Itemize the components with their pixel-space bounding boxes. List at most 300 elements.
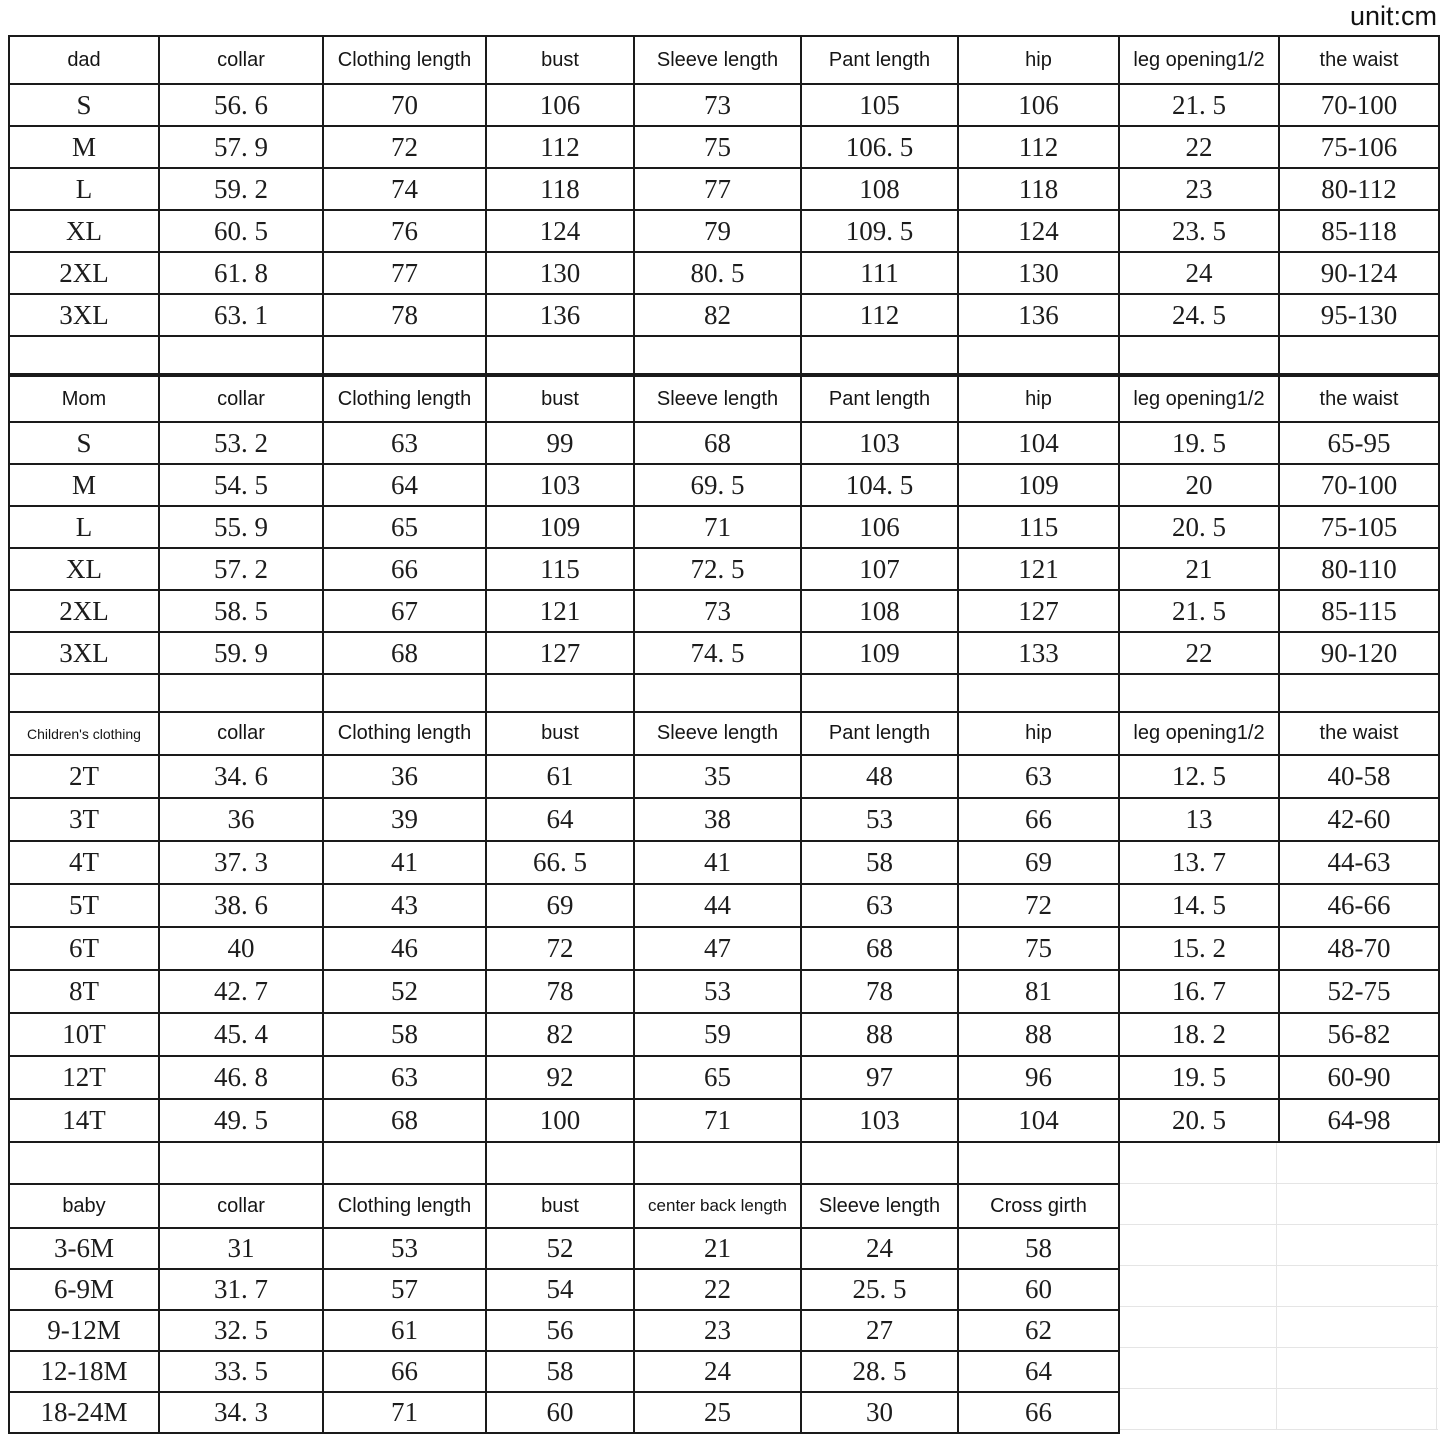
- empty-cell: [9, 336, 159, 374]
- value-cell: 68: [323, 632, 486, 674]
- value-cell: 59: [634, 1013, 801, 1056]
- value-cell: 63: [323, 422, 486, 464]
- value-cell: 79: [634, 210, 801, 252]
- table-row: [9, 1269, 1119, 1310]
- value-cell: 59. 2: [159, 168, 323, 210]
- value-cell: 68: [801, 927, 958, 970]
- value-cell: 22: [1119, 632, 1279, 674]
- value-cell: 46-66: [1279, 884, 1439, 927]
- value-cell: 70-100: [1279, 464, 1439, 506]
- value-cell: 78: [801, 970, 958, 1013]
- value-cell: 55. 9: [159, 506, 323, 548]
- value-cell: 72: [323, 126, 486, 168]
- value-cell: 23: [634, 1310, 801, 1351]
- size-cell: 10T: [9, 1013, 159, 1056]
- table-row: [9, 464, 1439, 506]
- value-cell: 115: [486, 548, 634, 590]
- header-row: [9, 1184, 1119, 1228]
- value-cell: 76: [323, 210, 486, 252]
- value-cell: 72: [958, 884, 1119, 927]
- empty-cell: [1279, 674, 1439, 712]
- value-cell: 25. 5: [801, 1269, 958, 1310]
- value-cell: 54: [486, 1269, 634, 1310]
- empty-cell: [486, 336, 634, 374]
- table-row: [9, 884, 1439, 927]
- value-cell: 42-60: [1279, 798, 1439, 841]
- value-cell: 92: [486, 1056, 634, 1099]
- header-cell: the waist: [1279, 36, 1439, 84]
- table-row: [9, 1056, 1439, 1099]
- value-cell: 48: [801, 755, 958, 798]
- header-cell: the waist: [1279, 712, 1439, 755]
- header-cell: leg opening1/2: [1119, 36, 1279, 84]
- value-cell: 115: [958, 506, 1119, 548]
- value-cell: 70-100: [1279, 84, 1439, 126]
- value-cell: 58: [323, 1013, 486, 1056]
- value-cell: 75-105: [1279, 506, 1439, 548]
- header-cell: Clothing length: [323, 376, 486, 422]
- value-cell: 39: [323, 798, 486, 841]
- value-cell: 58: [801, 841, 958, 884]
- value-cell: 111: [801, 252, 958, 294]
- value-cell: 66. 5: [486, 841, 634, 884]
- value-cell: 37. 3: [159, 841, 323, 884]
- value-cell: 66: [958, 1392, 1119, 1433]
- value-cell: 64: [323, 464, 486, 506]
- value-cell: 13: [1119, 798, 1279, 841]
- value-cell: 36: [159, 798, 323, 841]
- value-cell: 38. 6: [159, 884, 323, 927]
- table-row: [9, 1099, 1439, 1142]
- empty-cell: [801, 1142, 958, 1184]
- value-cell: 43: [323, 884, 486, 927]
- size-cell: M: [9, 126, 159, 168]
- value-cell: 57: [323, 1269, 486, 1310]
- value-cell: 127: [958, 590, 1119, 632]
- value-cell: 133: [958, 632, 1119, 674]
- value-cell: 65: [634, 1056, 801, 1099]
- size-cell: 3-6M: [9, 1228, 159, 1269]
- value-cell: 32. 5: [159, 1310, 323, 1351]
- size-cell: 3XL: [9, 294, 159, 336]
- value-cell: 52-75: [1279, 970, 1439, 1013]
- header-cell: Mom: [9, 376, 159, 422]
- value-cell: 52: [323, 970, 486, 1013]
- value-cell: 118: [486, 168, 634, 210]
- size-cell: 4T: [9, 841, 159, 884]
- empty-cell: [958, 1142, 1119, 1184]
- value-cell: 85-115: [1279, 590, 1439, 632]
- value-cell: 61: [323, 1310, 486, 1351]
- header-cell: hip: [958, 712, 1119, 755]
- table-row: [9, 1228, 1119, 1269]
- table-row: [9, 1310, 1119, 1351]
- table-row: [9, 1392, 1119, 1433]
- value-cell: 77: [634, 168, 801, 210]
- header-cell: bust: [486, 36, 634, 84]
- value-cell: 24: [801, 1228, 958, 1269]
- size-cell: 2XL: [9, 252, 159, 294]
- value-cell: 63: [801, 884, 958, 927]
- value-cell: 20: [1119, 464, 1279, 506]
- value-cell: 31. 7: [159, 1269, 323, 1310]
- empty-cell: [486, 1142, 634, 1184]
- value-cell: 108: [801, 590, 958, 632]
- spreadsheet-gridlines: [1120, 1143, 1438, 1430]
- value-cell: 118: [958, 168, 1119, 210]
- value-cell: 124: [958, 210, 1119, 252]
- size-cell: 6T: [9, 927, 159, 970]
- table-row: [9, 84, 1439, 126]
- table-row: [9, 126, 1439, 168]
- value-cell: 46. 8: [159, 1056, 323, 1099]
- empty-cell: [1279, 336, 1439, 374]
- value-cell: 95-130: [1279, 294, 1439, 336]
- value-cell: 107: [801, 548, 958, 590]
- value-cell: 61: [486, 755, 634, 798]
- value-cell: 90-120: [1279, 632, 1439, 674]
- empty-cell: [634, 674, 801, 712]
- value-cell: 61. 8: [159, 252, 323, 294]
- header-cell: collar: [159, 712, 323, 755]
- value-cell: 22: [634, 1269, 801, 1310]
- value-cell: 56: [486, 1310, 634, 1351]
- empty-cell: [159, 674, 323, 712]
- header-cell: bust: [486, 1184, 634, 1228]
- header-cell: collar: [159, 376, 323, 422]
- value-cell: 25: [634, 1392, 801, 1433]
- header-cell: Cross girth: [958, 1184, 1119, 1228]
- value-cell: 46: [323, 927, 486, 970]
- header-cell: dad: [9, 36, 159, 84]
- value-cell: 80-110: [1279, 548, 1439, 590]
- value-cell: 77: [323, 252, 486, 294]
- table-row: [9, 1351, 1119, 1392]
- value-cell: 73: [634, 84, 801, 126]
- spacer-row: [9, 674, 1439, 712]
- value-cell: 130: [958, 252, 1119, 294]
- value-cell: 71: [323, 1392, 486, 1433]
- value-cell: 19. 5: [1119, 1056, 1279, 1099]
- value-cell: 31: [159, 1228, 323, 1269]
- size-cell: 12-18M: [9, 1351, 159, 1392]
- value-cell: 96: [958, 1056, 1119, 1099]
- value-cell: 78: [323, 294, 486, 336]
- value-cell: 20. 5: [1119, 506, 1279, 548]
- table-row: [9, 927, 1439, 970]
- value-cell: 112: [801, 294, 958, 336]
- header-cell: Clothing length: [323, 1184, 486, 1228]
- header-cell: Sleeve length: [634, 712, 801, 755]
- value-cell: 73: [634, 590, 801, 632]
- value-cell: 127: [486, 632, 634, 674]
- value-cell: 63: [323, 1056, 486, 1099]
- value-cell: 75: [958, 927, 1119, 970]
- header-cell: Clothing length: [323, 712, 486, 755]
- value-cell: 60-90: [1279, 1056, 1439, 1099]
- value-cell: 124: [486, 210, 634, 252]
- value-cell: 97: [801, 1056, 958, 1099]
- size-cell: 14T: [9, 1099, 159, 1142]
- size-cell: 5T: [9, 884, 159, 927]
- value-cell: 20. 5: [1119, 1099, 1279, 1142]
- header-row: [9, 36, 1439, 84]
- value-cell: 88: [801, 1013, 958, 1056]
- empty-cell: [958, 336, 1119, 374]
- value-cell: 41: [634, 841, 801, 884]
- header-cell: the waist: [1279, 376, 1439, 422]
- value-cell: 48-70: [1279, 927, 1439, 970]
- header-cell: collar: [159, 1184, 323, 1228]
- value-cell: 106: [801, 506, 958, 548]
- value-cell: 53: [634, 970, 801, 1013]
- size-cell: 2XL: [9, 590, 159, 632]
- value-cell: 106: [486, 84, 634, 126]
- value-cell: 80. 5: [634, 252, 801, 294]
- table-row: [9, 755, 1439, 798]
- table-row: [9, 252, 1439, 294]
- empty-cell: [634, 1142, 801, 1184]
- value-cell: 112: [958, 126, 1119, 168]
- size-cell: XL: [9, 548, 159, 590]
- value-cell: 49. 5: [159, 1099, 323, 1142]
- size-cell: S: [9, 422, 159, 464]
- value-cell: 69. 5: [634, 464, 801, 506]
- value-cell: 130: [486, 252, 634, 294]
- empty-cell: [9, 674, 159, 712]
- value-cell: 109: [958, 464, 1119, 506]
- value-cell: 54. 5: [159, 464, 323, 506]
- table-row: [9, 548, 1439, 590]
- value-cell: 21. 5: [1119, 84, 1279, 126]
- value-cell: 24: [634, 1351, 801, 1392]
- table-row: [9, 841, 1439, 884]
- header-cell: Children's clothing: [9, 712, 159, 755]
- size-cell: 18-24M: [9, 1392, 159, 1433]
- value-cell: 100: [486, 1099, 634, 1142]
- value-cell: 72. 5: [634, 548, 801, 590]
- size-cell: 9-12M: [9, 1310, 159, 1351]
- header-cell: Pant length: [801, 712, 958, 755]
- header-cell: Sleeve length: [634, 36, 801, 84]
- value-cell: 63: [958, 755, 1119, 798]
- value-cell: 103: [486, 464, 634, 506]
- value-cell: 109. 5: [801, 210, 958, 252]
- mom-size-table: [8, 375, 1440, 713]
- value-cell: 41: [323, 841, 486, 884]
- empty-cell: [323, 674, 486, 712]
- dad-size-table: [8, 35, 1440, 375]
- header-cell: leg opening1/2: [1119, 376, 1279, 422]
- unit-label: unit:cm: [1349, 1, 1437, 31]
- value-cell: 40: [159, 927, 323, 970]
- size-cell: 3T: [9, 798, 159, 841]
- value-cell: 112: [486, 126, 634, 168]
- value-cell: 60: [958, 1269, 1119, 1310]
- size-cell: L: [9, 168, 159, 210]
- baby-size-table: [8, 1141, 1120, 1434]
- value-cell: 40-58: [1279, 755, 1439, 798]
- value-cell: 64-98: [1279, 1099, 1439, 1142]
- value-cell: 15. 2: [1119, 927, 1279, 970]
- value-cell: 66: [323, 1351, 486, 1392]
- header-cell: baby: [9, 1184, 159, 1228]
- value-cell: 90-124: [1279, 252, 1439, 294]
- value-cell: 53. 2: [159, 422, 323, 464]
- value-cell: 30: [801, 1392, 958, 1433]
- table-row: [9, 632, 1439, 674]
- header-cell: collar: [159, 36, 323, 84]
- value-cell: 82: [486, 1013, 634, 1056]
- value-cell: 24. 5: [1119, 294, 1279, 336]
- value-cell: 67: [323, 590, 486, 632]
- header-cell: hip: [958, 376, 1119, 422]
- value-cell: 21: [1119, 548, 1279, 590]
- header-cell: Pant length: [801, 36, 958, 84]
- value-cell: 82: [634, 294, 801, 336]
- empty-cell: [159, 1142, 323, 1184]
- value-cell: 34. 3: [159, 1392, 323, 1433]
- header-cell: hip: [958, 36, 1119, 84]
- table-row: [9, 210, 1439, 252]
- value-cell: 64: [486, 798, 634, 841]
- value-cell: 85-118: [1279, 210, 1439, 252]
- empty-cell: [486, 674, 634, 712]
- header-cell: Sleeve length: [634, 376, 801, 422]
- value-cell: 59. 9: [159, 632, 323, 674]
- header-cell: bust: [486, 712, 634, 755]
- value-cell: 121: [958, 548, 1119, 590]
- empty-cell: [1119, 336, 1279, 374]
- value-cell: 121: [486, 590, 634, 632]
- value-cell: 69: [486, 884, 634, 927]
- empty-cell: [801, 336, 958, 374]
- table-row: [9, 590, 1439, 632]
- value-cell: 65-95: [1279, 422, 1439, 464]
- value-cell: 45. 4: [159, 1013, 323, 1056]
- header-row: [9, 712, 1439, 755]
- value-cell: 22: [1119, 126, 1279, 168]
- header-cell: bust: [486, 376, 634, 422]
- value-cell: 18. 2: [1119, 1013, 1279, 1056]
- empty-cell: [323, 1142, 486, 1184]
- size-cell: 12T: [9, 1056, 159, 1099]
- value-cell: 75: [634, 126, 801, 168]
- table-row: [9, 168, 1439, 210]
- value-cell: 23: [1119, 168, 1279, 210]
- value-cell: 103: [801, 1099, 958, 1142]
- value-cell: 21: [634, 1228, 801, 1269]
- value-cell: 56-82: [1279, 1013, 1439, 1056]
- value-cell: 88: [958, 1013, 1119, 1056]
- value-cell: 47: [634, 927, 801, 970]
- header-cell: Sleeve length: [801, 1184, 958, 1228]
- size-cell: M: [9, 464, 159, 506]
- value-cell: 71: [634, 506, 801, 548]
- value-cell: 70: [323, 84, 486, 126]
- value-cell: 44: [634, 884, 801, 927]
- table-row: [9, 422, 1439, 464]
- value-cell: 23. 5: [1119, 210, 1279, 252]
- spacer-row: [9, 336, 1439, 374]
- value-cell: 58. 5: [159, 590, 323, 632]
- empty-cell: [958, 674, 1119, 712]
- table-row: [9, 506, 1439, 548]
- value-cell: 12. 5: [1119, 755, 1279, 798]
- table-row: [9, 1013, 1439, 1056]
- value-cell: 69: [958, 841, 1119, 884]
- value-cell: 71: [634, 1099, 801, 1142]
- value-cell: 34. 6: [159, 755, 323, 798]
- value-cell: 80-112: [1279, 168, 1439, 210]
- header-cell: Pant length: [801, 376, 958, 422]
- value-cell: 44-63: [1279, 841, 1439, 884]
- table-row: [9, 294, 1439, 336]
- value-cell: 60. 5: [159, 210, 323, 252]
- value-cell: 24: [1119, 252, 1279, 294]
- empty-cell: [801, 674, 958, 712]
- size-cell: S: [9, 84, 159, 126]
- spacer-row: [9, 1142, 1119, 1184]
- value-cell: 65: [323, 506, 486, 548]
- value-cell: 68: [323, 1099, 486, 1142]
- value-cell: 36: [323, 755, 486, 798]
- value-cell: 105: [801, 84, 958, 126]
- empty-cell: [9, 1142, 159, 1184]
- header-row: [9, 376, 1439, 422]
- children-size-table: [8, 711, 1440, 1143]
- value-cell: 136: [958, 294, 1119, 336]
- table-row: [9, 798, 1439, 841]
- value-cell: 27: [801, 1310, 958, 1351]
- value-cell: 74: [323, 168, 486, 210]
- empty-cell: [159, 336, 323, 374]
- value-cell: 75-106: [1279, 126, 1439, 168]
- value-cell: 66: [958, 798, 1119, 841]
- header-cell: Clothing length: [323, 36, 486, 84]
- table-row: [9, 970, 1439, 1013]
- value-cell: 109: [801, 632, 958, 674]
- value-cell: 57. 2: [159, 548, 323, 590]
- value-cell: 66: [323, 548, 486, 590]
- size-cell: 8T: [9, 970, 159, 1013]
- value-cell: 74. 5: [634, 632, 801, 674]
- value-cell: 78: [486, 970, 634, 1013]
- size-cell: 6-9M: [9, 1269, 159, 1310]
- empty-cell: [1119, 674, 1279, 712]
- value-cell: 53: [801, 798, 958, 841]
- header-cell: leg opening1/2: [1119, 712, 1279, 755]
- value-cell: 52: [486, 1228, 634, 1269]
- value-cell: 58: [958, 1228, 1119, 1269]
- value-cell: 72: [486, 927, 634, 970]
- value-cell: 106. 5: [801, 126, 958, 168]
- empty-cell: [634, 336, 801, 374]
- value-cell: 13. 7: [1119, 841, 1279, 884]
- value-cell: 58: [486, 1351, 634, 1392]
- value-cell: 64: [958, 1351, 1119, 1392]
- size-cell: 3XL: [9, 632, 159, 674]
- value-cell: 108: [801, 168, 958, 210]
- value-cell: 104: [958, 422, 1119, 464]
- value-cell: 81: [958, 970, 1119, 1013]
- header-cell: center back length: [634, 1184, 801, 1228]
- size-cell: XL: [9, 210, 159, 252]
- value-cell: 106: [958, 84, 1119, 126]
- value-cell: 42. 7: [159, 970, 323, 1013]
- value-cell: 56. 6: [159, 84, 323, 126]
- size-cell: L: [9, 506, 159, 548]
